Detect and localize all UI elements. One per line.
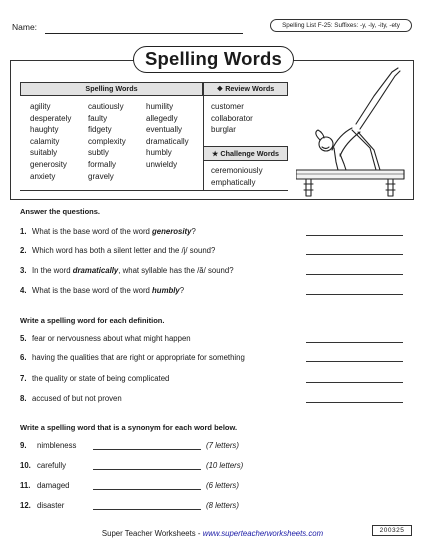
- synonym-9: [20, 441, 76, 450]
- question-number: 9.: [20, 441, 27, 450]
- definition-8: [20, 394, 122, 403]
- word: humility: [146, 102, 174, 111]
- synonym-12: [20, 501, 64, 510]
- question-text-end: ?: [179, 286, 185, 295]
- synonym-10: [20, 461, 66, 470]
- footer-text: Super Teacher Worksheets -: [101, 529, 203, 538]
- word: generosity: [30, 159, 67, 169]
- letter-count-hint: (10 letters): [206, 461, 244, 470]
- definition-text: fear or nervousness about what might happen: [32, 334, 191, 343]
- word: desperately: [30, 113, 72, 123]
- emphasized-word: dramatically: [72, 266, 119, 275]
- word: anxiety: [30, 171, 56, 181]
- question-1: [20, 227, 196, 236]
- question-text-end: ?: [191, 227, 196, 236]
- answer-line[interactable]: [306, 254, 403, 255]
- name-field[interactable]: [45, 33, 243, 34]
- answer-line[interactable]: [306, 402, 403, 403]
- question-number: 7.: [20, 374, 27, 383]
- review-words-column: [211, 101, 253, 136]
- question-3: [20, 266, 234, 275]
- question-number: 2.: [20, 246, 27, 255]
- gymnast-illustration: [296, 66, 408, 198]
- word: suitably: [30, 148, 58, 158]
- question-text: In the word: [32, 266, 73, 275]
- question-number: 11.: [20, 481, 31, 490]
- word: subtly: [88, 148, 109, 158]
- word: formally: [88, 159, 117, 169]
- answer-line[interactable]: [306, 382, 403, 383]
- answer-line[interactable]: [93, 449, 201, 450]
- table-divider: [203, 96, 204, 190]
- emphasized-word: generosity: [152, 227, 192, 236]
- question-number: 4.: [20, 286, 27, 295]
- answer-line[interactable]: [306, 274, 403, 275]
- question-text: Which word has both a silent letter and the /j/ sound?: [32, 246, 216, 255]
- name-label: Name:: [12, 22, 38, 32]
- answer-line[interactable]: [306, 361, 403, 362]
- review-words-header: ❖ Review Words: [203, 82, 288, 96]
- question-2: [20, 246, 215, 255]
- definition-text: accused of but not proven: [32, 394, 122, 403]
- answer-line[interactable]: [93, 469, 201, 470]
- question-number: 10.: [20, 461, 31, 470]
- review-word: collaborator: [211, 113, 253, 123]
- question-number: 8.: [20, 394, 27, 403]
- question-text: What is the base word of the word: [32, 286, 153, 295]
- word: fidgety: [88, 125, 112, 135]
- question-4: [20, 286, 184, 295]
- footer-link[interactable]: www.superteacherworksheets.com: [202, 529, 324, 538]
- question-text: What is the base word of the word: [32, 227, 153, 236]
- word: dramatically: [146, 136, 189, 146]
- word: calamity: [30, 136, 60, 146]
- synonym-word: disaster: [37, 501, 65, 510]
- word: humbly: [146, 148, 172, 158]
- letter-count-hint: (7 letters): [206, 441, 239, 450]
- synonym-word: nimbleness: [37, 441, 77, 450]
- letter-count-hint: (6 letters): [206, 481, 239, 490]
- challenge-words-column: [211, 165, 263, 188]
- question-text-end: , what syllable has the /ă/ sound?: [118, 266, 234, 275]
- word: allegedly: [146, 113, 178, 123]
- synonym-word: carefully: [37, 461, 67, 470]
- word-column-1: [30, 101, 71, 182]
- answer-line[interactable]: [306, 294, 403, 295]
- definition-text: having the qualities that are right or appropriate for something: [32, 353, 245, 362]
- answer-line[interactable]: [93, 489, 201, 490]
- question-number: 3.: [20, 266, 27, 275]
- review-word: burglar: [211, 125, 236, 135]
- question-number: 5.: [20, 334, 27, 343]
- section-heading: Write a spelling word that is a synonym for each word below.: [20, 423, 238, 432]
- word: cautiously: [88, 102, 124, 111]
- word: complexity: [88, 136, 126, 146]
- section-heading: Answer the questions.: [20, 207, 101, 216]
- worksheet-code: 200325: [372, 525, 412, 536]
- word-column-3: [146, 101, 189, 171]
- word: haughty: [30, 125, 59, 135]
- answer-line[interactable]: [306, 342, 403, 343]
- answer-line[interactable]: [306, 235, 403, 236]
- definition-5: [20, 334, 191, 343]
- spelling-list-label: Spelling List F-25: Suffixes: -y, -ly, -ity, -ety: [270, 19, 412, 32]
- question-number: 6.: [20, 353, 27, 362]
- challenge-words-header: ★ Challenge Words: [203, 146, 288, 161]
- page-title: Spelling Words: [133, 46, 294, 73]
- question-number: 1.: [20, 227, 27, 236]
- word: unwieldy: [146, 159, 178, 169]
- table-bottom-border: [20, 190, 288, 191]
- word: faulty: [88, 113, 108, 123]
- challenge-word: emphatically: [211, 177, 256, 187]
- challenge-word: ceremoniously: [211, 166, 263, 175]
- letter-count-hint: (8 letters): [206, 501, 239, 510]
- word: eventually: [146, 125, 183, 135]
- emphasized-word: humbly: [152, 286, 180, 295]
- definition-7: [20, 374, 169, 383]
- definition-6: [20, 353, 245, 362]
- spelling-words-header: Spelling Words: [20, 82, 203, 96]
- word-table: [20, 82, 288, 192]
- question-number: 12.: [20, 501, 31, 510]
- definition-text: the quality or state of being complicated: [32, 374, 170, 383]
- synonym-11: [20, 481, 70, 490]
- word: agility: [30, 102, 51, 111]
- word-column-2: [88, 101, 126, 182]
- synonym-word: damaged: [37, 481, 70, 490]
- word: gravely: [88, 171, 114, 181]
- section-heading: Write a spelling word for each definition.: [20, 316, 165, 325]
- review-word: customer: [211, 102, 244, 111]
- footer: [0, 529, 425, 538]
- answer-line[interactable]: [93, 509, 201, 510]
